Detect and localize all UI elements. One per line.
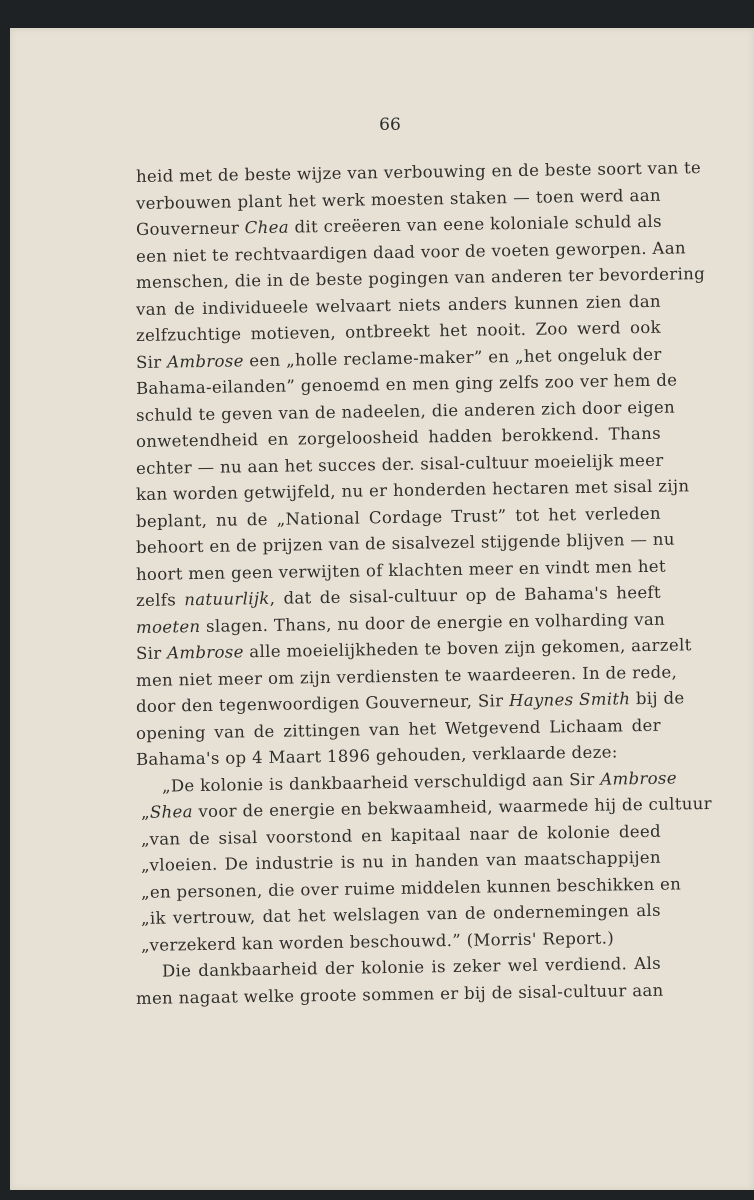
text-line: een niet te rechtvaardigen daad voor de voeten geworpen. Aan — [135, 237, 687, 266]
text-line: heid met de beste wijze van verbouwing en de beste soort van te — [135, 158, 702, 186]
text-line: van de individueele welvaart niets anders kunnen zien dan — [135, 291, 662, 319]
body-text — [135, 158, 713, 1012]
italic-name: Shea — [149, 802, 193, 822]
italic-name: Haynes Smith — [508, 689, 631, 711]
italic-name: Ambrose — [166, 350, 244, 372]
text-line: zelfs natuurlijk, dat de sisal-cultuur op de Bahama's heeft — [135, 582, 662, 610]
text-line: zelfzuchtige motieven, ontbreekt het nooit. Zoo werd ook — [135, 317, 662, 345]
quote-line: „De kolonie is dankbaarheid verschuldigd aan Sir Ambrose — [161, 768, 678, 796]
text-line: Sir Ambrose alle moeielijkheden te boven zijn gekomen, aarzelt — [135, 635, 692, 663]
text-line: Bahama-eilanden” genoemd en men ging zelfs zoo ver hem de — [135, 370, 678, 398]
text-line: men nagaat welke groote sommen er bij de sisal-cultuur aan — [135, 980, 664, 1008]
italic-name: Ambrose — [166, 642, 244, 663]
text-line: men niet meer om zijn verdiensten te waardeeren. In de rede, — [135, 661, 678, 690]
text-line: Die dankbaarheid der kolonie is zeker wel verdiend. Als — [161, 953, 662, 981]
quote-line: „verzekerd kan worden beschouwd.” (Morris' Report.) — [140, 927, 615, 955]
italic-word: natuurlijk — [184, 588, 270, 610]
text-line: beplant, nu de „National Cordage Trust” tot het verleden — [135, 503, 662, 531]
text-line: onwetendheid en zorgeloosheid hadden berokkend. Thans — [135, 423, 662, 451]
text-line: Gouverneur Chea dit creëeren van eene koloniale schuld als — [135, 211, 663, 239]
text-line: echter — nu aan het succes der. sisal-cultuur moeielijk meer — [135, 450, 664, 478]
quote-line: „vloeien. De industrie is nu in handen van maatschappijen — [140, 847, 662, 875]
italic-name: Chea — [244, 217, 290, 238]
text-line: menschen, die in de beste pogingen van anderen ter bevordering — [135, 264, 706, 292]
text-line: schuld te geven van de nadeelen, die anderen zich door eigen — [135, 397, 676, 425]
text-line: door den tegenwoordigen Gouverneur, Sir Haynes Smith bij de — [135, 688, 685, 716]
quote-line: „Shea voor de energie en bekwaamheid, waarmede hij de cultuur — [140, 793, 713, 822]
quote-line: „en personen, die over ruime middelen kunnen beschikken en — [140, 873, 682, 902]
italic-name: Ambrose — [600, 768, 678, 789]
text-line: kan worden getwijfeld, nu er honderden hectaren met sisal zijn — [135, 476, 690, 504]
italic-word: moeten — [135, 616, 201, 637]
text-line: Bahama's op 4 Maart 1896 gehouden, verklaarde deze: — [135, 742, 618, 769]
quote-line: „ik vertrouw, dat het welslagen van de ondernemingen als — [140, 900, 662, 928]
page-number: 66 — [379, 115, 401, 135]
text-line: Sir Ambrose een „holle reclame-maker” en „het ongeluk der — [135, 344, 662, 372]
text-line: opening van de zittingen van het Wetgevend Lichaam der — [135, 715, 662, 743]
text-line: hoort men geen verwijten of klachten meer en vindt men het — [135, 556, 667, 584]
text-line: moeten slagen. Thans, nu door de energie en volharding van — [135, 609, 666, 637]
quote-line: „van de sisal voorstond en kapitaal naar de kolonie deed — [140, 821, 662, 849]
text-line: behoort en de prijzen van de sisalvezel stijgende blijven — nu — [135, 529, 675, 557]
text-line: verbouwen plant het werk moesten staken — toen werd aan — [135, 185, 662, 213]
